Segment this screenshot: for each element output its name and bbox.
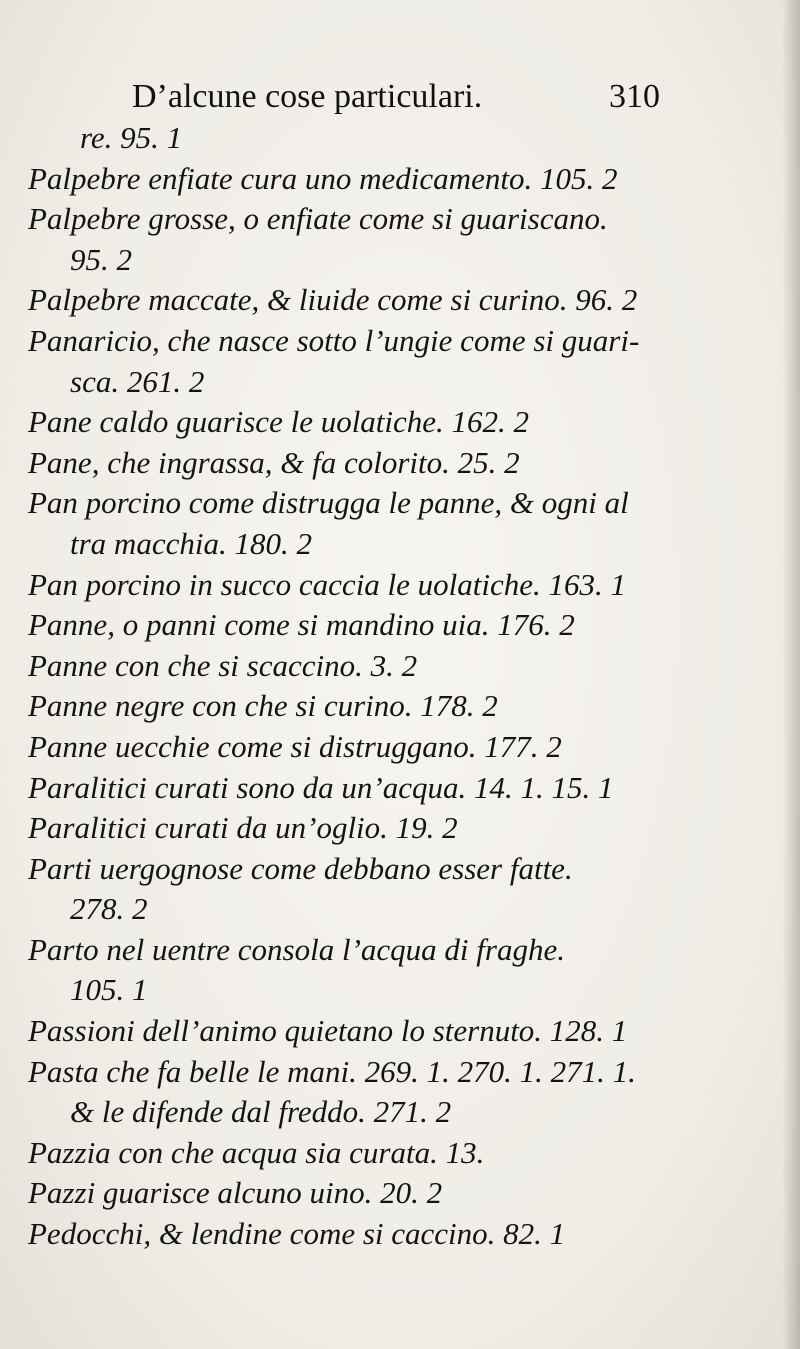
page-edge-shadow	[782, 0, 800, 1349]
index-entry: Panne, o panni come si mandino uia. 176. 2	[28, 607, 575, 643]
index-entry: Pazzi guarisce alcuno uino. 20. 2	[28, 1175, 443, 1211]
index-entry: Panne con che si scaccino. 3. 2	[28, 647, 418, 683]
index-entry: Pan porcino come distrugga le panne, & ogni al	[28, 485, 629, 521]
index-entry: Palpebre grosse, o enfiate come si guariscano.	[28, 201, 608, 237]
index-entry: Paralitici curati da un’oglio. 19. 2	[28, 810, 458, 846]
index-entry-continuation: 95. 2	[70, 241, 132, 277]
index-entry: Palpebre enfiate cura uno medicamento. 105. 2	[28, 160, 618, 196]
index-entry: Pan porcino in succo caccia le uolatiche. 163. 1	[28, 566, 627, 602]
index-entry-continuation: re. 95. 1	[80, 120, 183, 155]
index-entry: Panne negre con che si curino. 178. 2	[28, 688, 498, 724]
index-entry: Pane caldo guarisce le uolatiche. 162. 2	[28, 404, 530, 440]
index-entries	[28, 118, 728, 1255]
index-entry: Pasta che fa belle le mani. 269. 1. 270. 1. 271. 1.	[28, 1053, 636, 1089]
page-number: 310	[609, 78, 660, 115]
index-entry-continuation: sca. 261. 2	[70, 363, 205, 399]
index-entry: Pazzia con che acqua sia curata. 13.	[28, 1134, 485, 1170]
index-entry-continuation: 105. 1	[70, 972, 148, 1008]
running-header	[132, 78, 672, 122]
index-entry: Panaricio, che nasce sotto l’ungie come si guari-	[28, 322, 640, 358]
index-entry: Pedocchi, & lendine come si caccino. 82. 1	[28, 1216, 566, 1252]
index-entry: Parti uergognose come debbano esser fatte.	[28, 850, 573, 886]
index-entry: Parto nel uentre consola l’acqua di fraghe.	[28, 931, 565, 967]
index-entry: Panne uecchie come si distruggano. 177. 2	[28, 728, 562, 764]
index-entry: Pane, che ingrassa, & fa colorito. 25. 2	[28, 444, 520, 480]
index-entry: Passioni dell’animo quietano lo sternuto. 128. 1	[28, 1013, 628, 1049]
index-entry-continuation: 278. 2	[70, 891, 148, 927]
index-entry: Paralitici curati sono da un’acqua. 14. 1. 15. 1	[28, 769, 614, 805]
index-entry-continuation: & le difende dal freddo. 271. 2	[70, 1094, 452, 1130]
index-entry-continuation: tra macchia. 180. 2	[70, 525, 312, 561]
page-title: D’alcune cose particulari.	[132, 78, 483, 115]
index-entry: Palpebre maccate, & liuide come si curino. 96. 2	[28, 282, 638, 318]
